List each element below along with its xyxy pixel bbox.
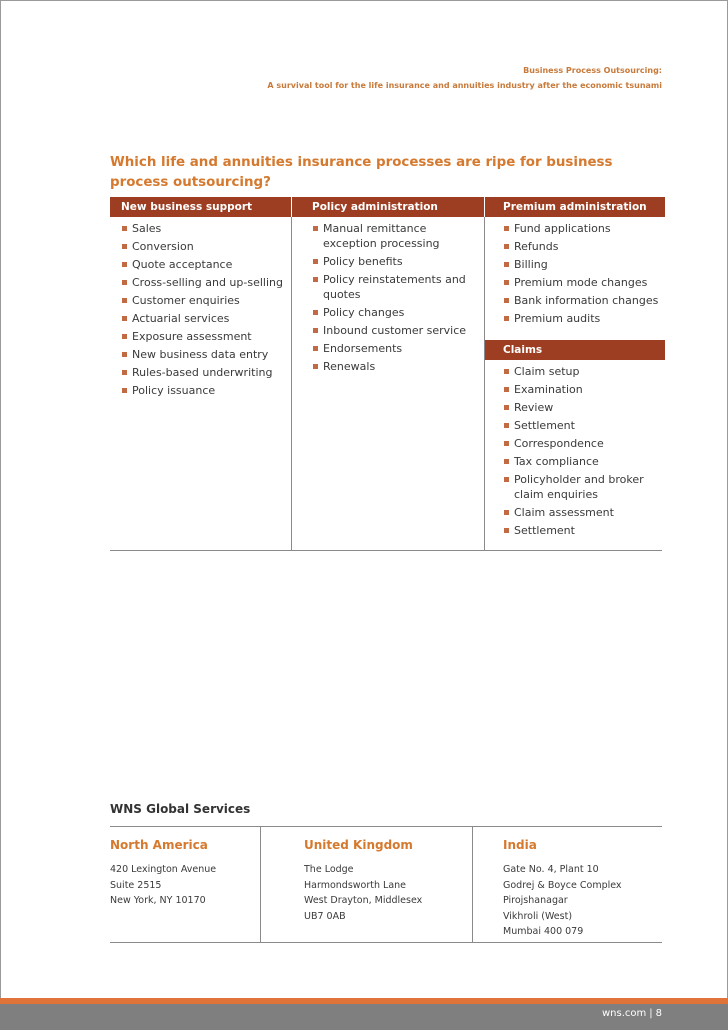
list-item: Premium audits [504, 311, 666, 326]
office-region: North America [110, 838, 208, 852]
address-line: West Drayton, Middlesex [304, 895, 423, 906]
list-item: Sales [122, 221, 290, 236]
list-item: Policy issuance [122, 383, 290, 398]
list-item: Correspondence [504, 436, 666, 451]
list-item: Policy changes [313, 305, 481, 320]
new-business-list [122, 221, 290, 401]
list-item: Claim assessment [504, 505, 666, 520]
list-item: Renewals [313, 359, 481, 374]
footer-separator: | [649, 1008, 653, 1019]
address-line: New York, NY 10170 [110, 895, 206, 906]
column-heading-policy-administration: Policy administration [292, 197, 484, 217]
list-item: Bank information changes [504, 293, 666, 308]
list-item: Cross-selling and up-selling [122, 275, 290, 290]
list-item: Manual remittance exception processing [313, 221, 481, 251]
table-bottom-rule [110, 550, 662, 551]
header-title: Business Process Outsourcing: [523, 66, 662, 75]
address-line: Suite 2515 [110, 879, 162, 891]
footer-page-info [602, 1008, 662, 1019]
list-item: Endorsements [313, 341, 481, 356]
section-title: Which life and annuities insurance processes are ripe for business process outsourcing? [110, 155, 613, 190]
office-region: India [503, 838, 537, 852]
address-line: Gate No. 4, Plant 10 [503, 864, 599, 875]
list-item: Exposure assessment [122, 329, 290, 344]
list-item: Refunds [504, 239, 666, 254]
address-line: Harmondsworth Lane [304, 879, 407, 891]
policy-administration-list [313, 221, 481, 377]
claims-list [504, 364, 666, 541]
office-united-kingdom [304, 838, 494, 924]
list-item: Policy benefits [313, 254, 481, 269]
offices-top-rule [110, 826, 662, 827]
office-region: United Kingdom [304, 838, 413, 852]
list-item: Claim setup [504, 364, 666, 379]
address-line: Mumbai 400 079 [503, 926, 584, 937]
list-item: Tax compliance [504, 454, 666, 469]
list-item: Policyholder and broker claim enquiries [504, 472, 666, 502]
header-subtitle: A survival tool for the life insurance and annuities industry after the economic tsunami [267, 81, 662, 90]
list-item: Inbound customer service [313, 323, 481, 338]
column-divider-1 [291, 217, 292, 550]
premium-administration-list [504, 221, 666, 329]
column-heading-new-business: New business support [110, 197, 291, 217]
address-line: 420 Lexington Avenue [110, 864, 217, 875]
address-line: Pirojshanagar [503, 895, 568, 906]
list-item: Conversion [122, 239, 290, 254]
list-item: Fund applications [504, 221, 666, 236]
list-item: Settlement [504, 418, 666, 433]
office-north-america [110, 838, 300, 909]
office-india [503, 838, 693, 940]
footer-site: wns.com [601, 1008, 647, 1019]
list-item: Settlement [504, 523, 666, 538]
list-item: Premium mode changes [504, 275, 666, 290]
column-heading-premium-administration: Premium administration [485, 197, 665, 217]
list-item: Actuarial services [122, 311, 290, 326]
list-item: Rules-based underwriting [122, 365, 290, 380]
company-name: WNS Global Services [110, 802, 251, 816]
address-line: The Lodge [304, 864, 354, 875]
list-item: Examination [504, 382, 666, 397]
page-number: 8 [655, 1008, 662, 1019]
address-line: Vikhroli (West) [503, 910, 573, 922]
column-heading-claims: Claims [485, 340, 665, 360]
list-item: Policy reinstatements and quotes [313, 272, 481, 302]
list-item: Billing [504, 257, 666, 272]
list-item: Quote acceptance [122, 257, 290, 272]
address-line: UB7 0AB [304, 910, 346, 922]
list-item: Review [504, 400, 666, 415]
offices-bottom-rule [110, 942, 662, 943]
list-item: New business data entry [122, 347, 290, 362]
column-divider-2 [484, 217, 485, 550]
list-item: Customer enquiries [122, 293, 290, 308]
address-line: Godrej & Boyce Complex [503, 879, 622, 891]
